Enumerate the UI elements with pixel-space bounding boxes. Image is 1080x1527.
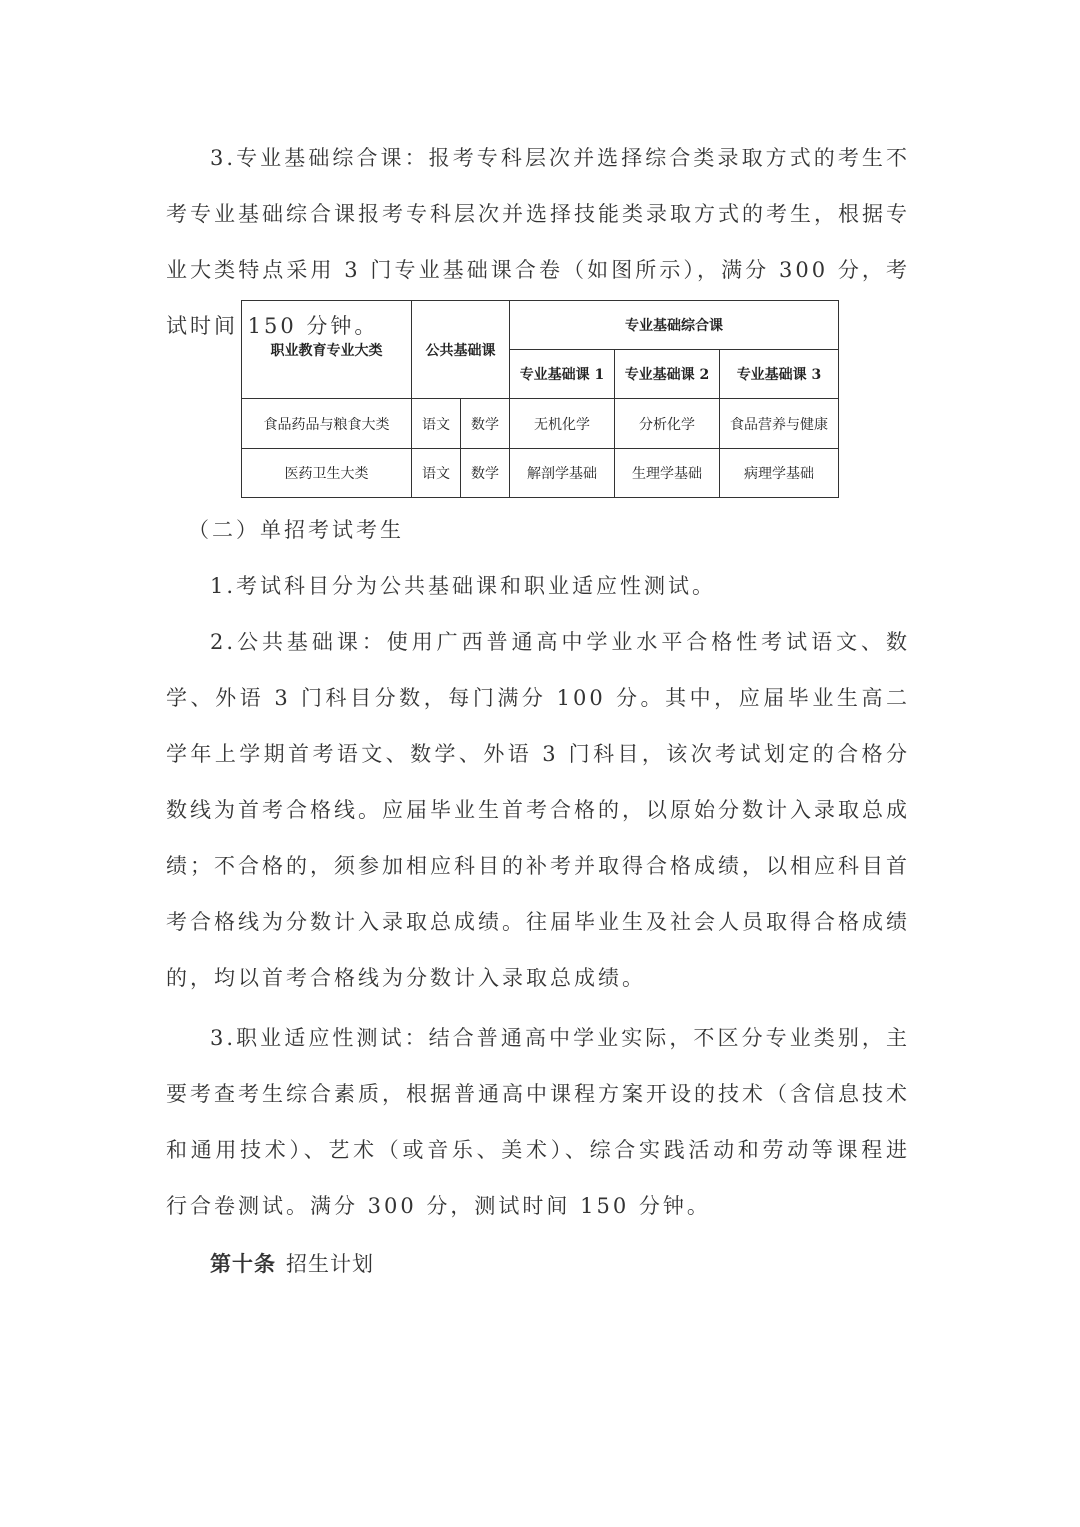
cell-major: 食品药品与粮食大类 — [242, 399, 412, 449]
subheader-course-2: 专业基础课 2 — [615, 350, 720, 399]
paragraph-2: 2.公共基础课：使用广西普通高中学业水平合格性考试语文、数学、外语 3 门科目分数，每门满分 100 分。其中，应届毕业生高二学年上学期首考语文、数学、外语 3 门科目，该次考试划定的合格分数线为首考合格线。应届毕业生首考合格的，以原始分数计入录取总成绩；不合格的，须参加相应科目的补考并取得合格成绩，以相应科目首考合格线为分数计入录取总成绩。往届毕业生及社会人员取得合格成绩的，均以首考合格线为分数计入录取总成绩。 — [166, 630, 910, 990]
course-table — [241, 300, 839, 498]
cell-course-3: 食品营养与健康 — [720, 399, 839, 449]
table-row — [242, 449, 839, 498]
table-row — [242, 399, 839, 449]
paragraph-3: 3.职业适应性测试：结合普通高中学业实际，不区分专业类别，主要考查考生综合素质，根据普通高中课程方案开设的技术（含信息技术和通用技术）、艺术（或音乐、美术）、综合实践活动和劳动等课程进行合卷测试。满分 300 分，测试时间 150 分钟。 — [166, 1026, 910, 1218]
subheader-course-3: 专业基础课 3 — [720, 350, 839, 399]
cell-course-1: 无机化学 — [510, 399, 615, 449]
paragraph-1: 1.考试科目分为公共基础课和职业适应性测试。 — [210, 574, 717, 598]
table-header-row — [242, 301, 839, 350]
header-public: 公共基础课 — [412, 301, 510, 399]
cell-major: 医药卫生大类 — [242, 449, 412, 498]
article-heading — [210, 1240, 374, 1288]
section-heading: （二）单招考试考生 — [188, 518, 404, 542]
cell-course-1: 解剖学基础 — [510, 449, 615, 498]
header-professional: 专业基础综合课 — [510, 301, 839, 350]
cell-public-2: 数学 — [461, 449, 510, 498]
article-title: 招生计划 — [286, 1252, 374, 1276]
cell-public-2: 数学 — [461, 399, 510, 449]
cell-public-1: 语文 — [412, 449, 461, 498]
intro-paragraph: 3.专业基础综合课：报考专科层次并选择综合类录取方式的考生不考专业基础综合课报考专科层次并选择技能类录取方式的考生，根据专业大类特点采用 3 门专业基础课合卷（如图所示），满分 300 分，考试时间 150 分钟。 — [166, 146, 910, 338]
header-major: 职业教育专业大类 — [242, 301, 412, 399]
article-label: 第十条 — [210, 1251, 276, 1276]
cell-course-2: 分析化学 — [615, 399, 720, 449]
subheader-course-1: 专业基础课 1 — [510, 350, 615, 399]
cell-course-2: 生理学基础 — [615, 449, 720, 498]
cell-public-1: 语文 — [412, 399, 461, 449]
cell-course-3: 病理学基础 — [720, 449, 839, 498]
